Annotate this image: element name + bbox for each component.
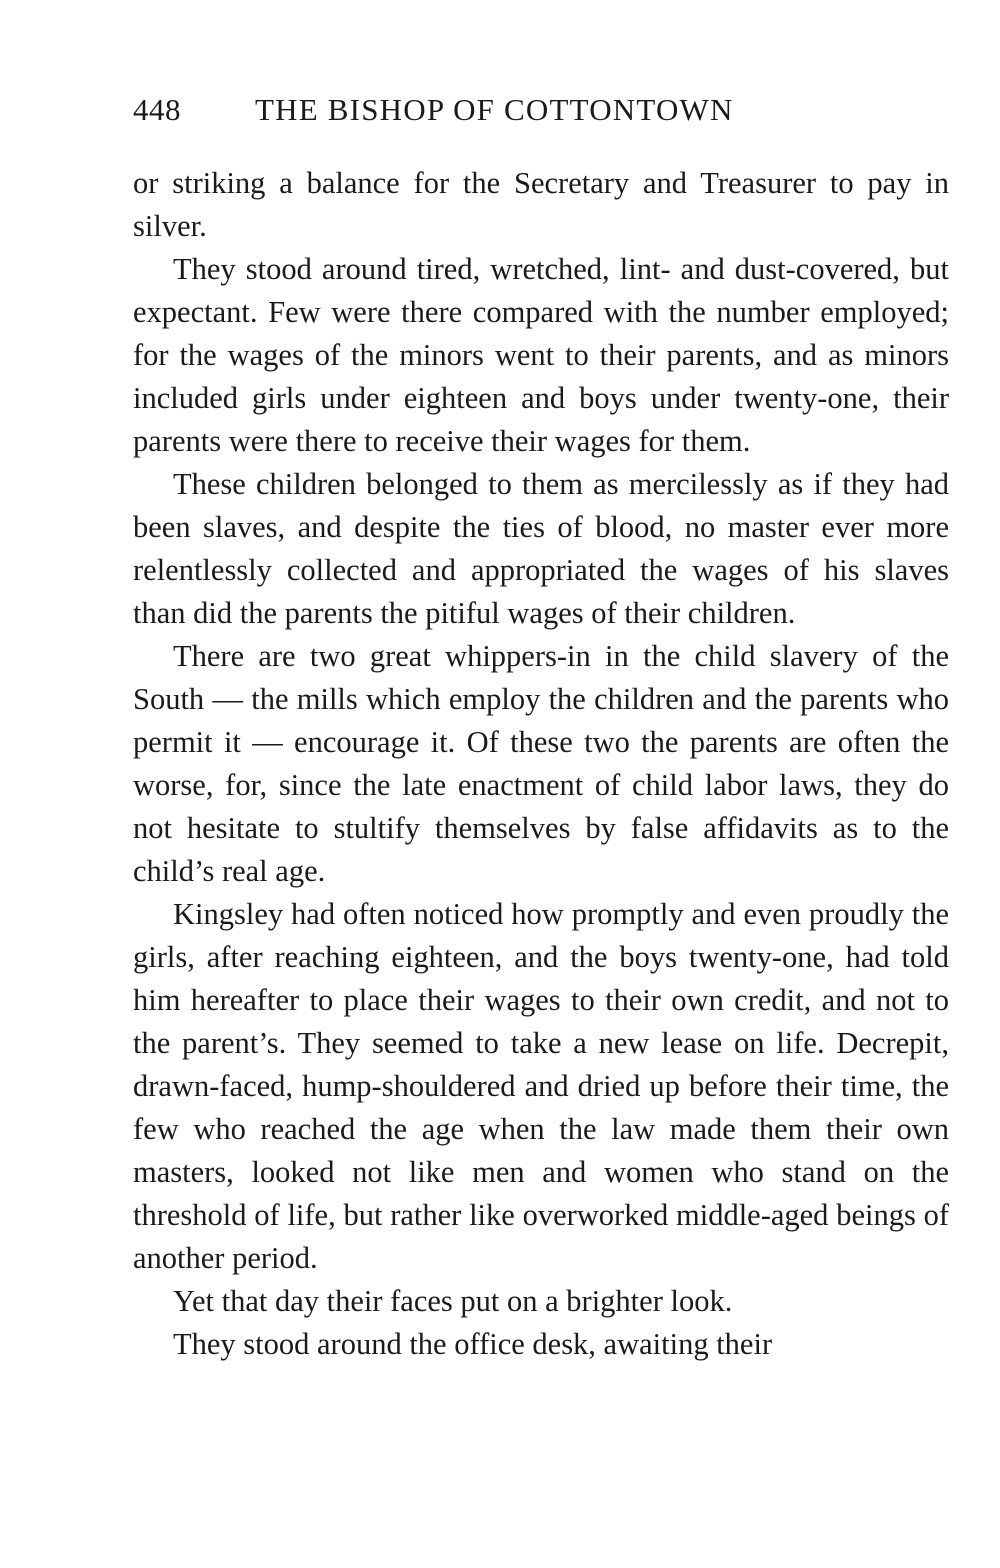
paragraph: They stood around tired, wretched, lint- and dust-covered, but expectant. Few were there compared with the number employed; for the wages of the minors went to their parents, and as minors included girls under eighteen and boys under twenty-one, their parents were there to receive their wages for them.	[133, 252, 949, 458]
page-number: 448	[133, 92, 181, 127]
paragraph: They stood around the office desk, awaiting their	[173, 1327, 773, 1361]
book-page	[133, 92, 949, 1366]
paragraph: There are two great whippers-in in the child slavery of the South — the mills which employ the children and the parents who permit it — encourage it. Of these two the parents are often the worse, for, since the late enactment of child labor laws, they do not hesitate to stultify themselves by false affidavits as to the child’s real age.	[133, 639, 949, 888]
running-title: THE BISHOP OF COTTONTOWN	[255, 92, 734, 127]
running-header	[133, 92, 949, 134]
paragraph: Kingsley had often noticed how promptly and even proudly the girls, after reaching eighteen, and the boys twenty-one, had told him hereafter to place their wages to their own credit, and not to the parent’s. They seemed to take a new lease on life. Decrepit, drawn-faced, hump-shouldered and dried up before their time, the few who reached the age when the law made them their own masters, looked not like men and women who stand on the threshold of life, but rather like overworked middle-aged beings of another period.	[133, 897, 949, 1275]
body-text	[133, 162, 949, 1366]
paragraph: or striking a balance for the Secretary and Treasurer to pay in silver.	[133, 166, 949, 243]
paragraph: These children belonged to them as mercilessly as if they had been slaves, and despite the ties of blood, no master ever more relentlessly collected and appropriated the wages of his slaves than did the parents the pitiful wages of their children.	[133, 467, 949, 630]
paragraph: Yet that day their faces put on a brighter look.	[173, 1284, 733, 1318]
